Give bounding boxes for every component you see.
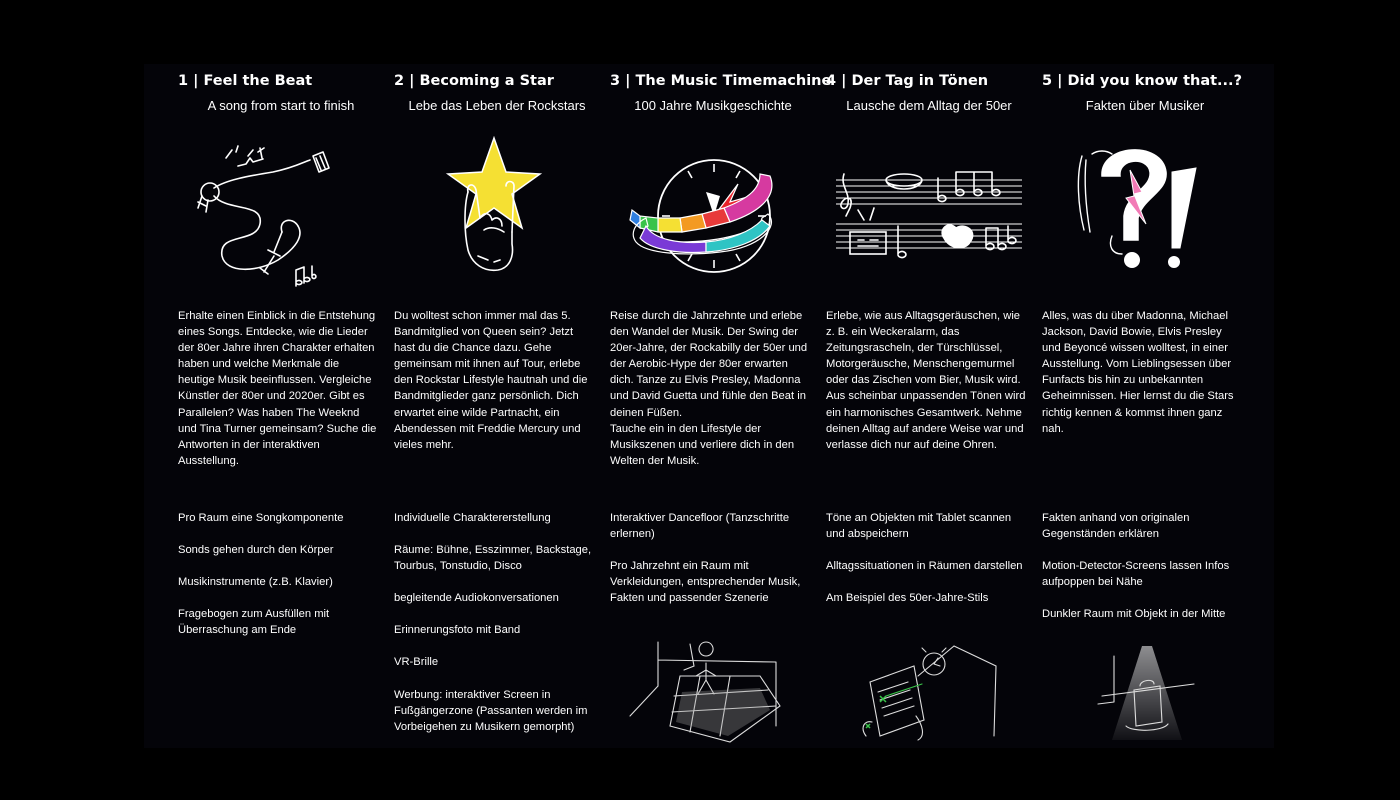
column-title: 3 | The Music Timemachine <box>610 73 832 89</box>
feature-item: Erinnerungsfoto mit Band <box>394 624 521 637</box>
feature-item: Fakten anhand von originalen Gegenständen erklären <box>1042 512 1190 541</box>
guitar-cable-icon <box>178 136 384 296</box>
question-exclamation-icon <box>1042 136 1248 296</box>
feature-item: Pro Raum eine Songkomponente <box>178 512 344 524</box>
tablet-scan-sketch-icon <box>826 636 1032 748</box>
column-subtitle: 100 Jahre Musikgeschichte <box>634 98 792 113</box>
feature-list <box>394 510 596 751</box>
feature-list <box>826 510 1028 622</box>
column-description: Alles, was du über Madonna, Michael Jackson, David Bowie, Elvis Presley und Beyoncé wissen wolltest, in einer Ausstellung. Vom Lieblingsessen über Funfacts bis hin zu unbekannten Geheimnissen. Hier lernst du die Stars richtig kennen & kommst ihnen ganz nah. <box>1042 310 1234 435</box>
column-title: 4 | Der Tag in Tönen <box>826 73 989 89</box>
feature-item: Individuelle Charaktererstellung <box>394 512 551 524</box>
feature-list <box>1042 510 1244 638</box>
feature-item: VR-Brille <box>394 656 439 669</box>
feature-item: Interaktiver Dancefloor (Tanzschritte erlernen) <box>610 512 790 541</box>
column-subtitle: Lebe das Leben der Rockstars <box>408 98 586 113</box>
column-description: Du wolltest schon immer mal das 5. Bandmitglied von Queen sein? Jetzt hast du die Chance dazu. Gehe gemeinsam mit ihnen auf Tour, erlebe den Rockstar Lifestyle hautnah und die Bandmitglieder ganz persönlich. Dich erwartet eine wilde Partnacht, ein Abendessen mit Freddie Mercury und vieles mehr. <box>394 310 588 451</box>
feature-item: Sonds gehen durch den Körper <box>178 544 334 557</box>
feature-item: Musikinstrumente (z.B. Klavier) <box>178 576 333 589</box>
column-title: 5 | Did you know that...? <box>1042 73 1242 89</box>
clock-rainbow-icon <box>610 136 816 296</box>
feature-item: Pro Jahrzehnt ein Raum mit Verkleidungen, entsprechender Musik, Fakten und passender Szenerie <box>610 560 801 605</box>
feature-list <box>178 510 380 654</box>
feature-item: Dunkler Raum mit Objekt in der Mitte <box>1042 608 1226 621</box>
feature-item: Motion-Detector-Screens lassen Infos aufpoppen bei Nähe <box>1042 560 1230 589</box>
concept-board <box>144 64 1274 748</box>
feature-item: Am Beispiel des 50er-Jahre-Stils <box>826 592 989 605</box>
dancefloor-sketch-icon <box>610 636 816 748</box>
column-title: 1 | Feel the Beat <box>178 73 313 89</box>
feature-item: Werbung: interaktiver Screen in Fußgängerzone (Passanten werden im Vorbeigehen zu Musikern gemorpht) <box>394 688 588 733</box>
rock-hand-star-icon <box>394 136 600 296</box>
feature-item: Fragebogen zum Ausfüllen mit Überraschung am Ende <box>178 608 330 637</box>
spotlight-object-sketch-icon <box>1042 636 1248 748</box>
column-title: 2 | Becoming a Star <box>394 73 554 89</box>
column-subtitle: Fakten über Musiker <box>1085 98 1205 113</box>
feature-list <box>610 510 812 622</box>
column-subtitle: Lausche dem Alltag der 50er <box>846 98 1012 113</box>
feature-item: Räume: Bühne, Esszimmer, Backstage, Tourbus, Tonstudio, Disco <box>394 544 592 573</box>
sheet-music-objects-icon <box>826 136 1032 296</box>
column-description: Erlebe, wie aus Alltagsgeräuschen, wie z. B. ein Weckeralarm, das Zeitungsrascheln, der Türschlüssel, Motorgeräusche, Menschengemurmel oder das Zischen vom Bier, Musik wird. Aus scheinbar unpassenden Tönen wird ein harmonisches Gesamtwerk. Nehme deinen Alltag auf andere Weise war und verlasse dich nur auf deine Ohren. <box>826 310 1026 451</box>
feature-item: begleitende Audiokonversationen <box>394 592 559 605</box>
column-description: Erhalte einen Einblick in die Entstehung eines Songs. Entdecke, wie die Lieder der 80er Jahre ihren Charakter erhalten haben und welche Merkmale die heutige Musik beeinflussen. Vergleiche Künstler der 80er und 2020er. Gibt es Parallelen? Was haben The Weeknd und Tina Turner gemeinsam? Suche die Antworten in der interaktiven Ausstellung. <box>178 310 377 467</box>
column-subtitle: A song from start to finish <box>207 98 355 113</box>
feature-item: Töne an Objekten mit Tablet scannen und abspeichern <box>826 512 1012 541</box>
feature-item: Alltagssituationen in Räumen darstellen <box>826 560 1023 573</box>
column-description: Reise durch die Jahrzehnte und erlebe den Wandel der Musik. Der Swing der 20er-Jahre, der Rockabilly der 50er und der Aerobic-Hype der 80er erwarten dich. Tanze zu Elvis Presley, Madonna und David Guetta und fühle den Beat in deinen Füßen. Tauche ein in den Lifestyle der Musikszenen und verliere dich in den Welten der Musik. <box>610 310 808 467</box>
